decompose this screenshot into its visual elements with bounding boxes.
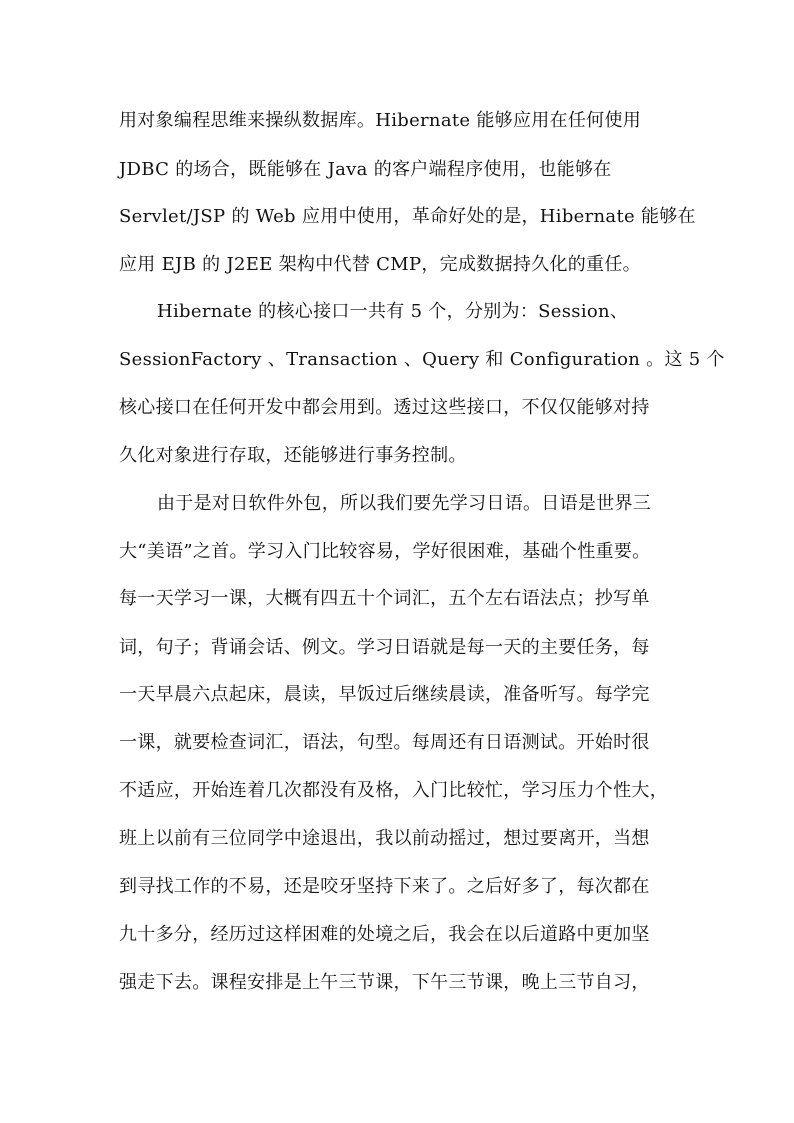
text-line: SessionFactory 、Transaction 、Query 和 Configuration 。这 5 个 xyxy=(119,349,725,370)
text-line: Servlet/JSP 的 Web 应用中使用，革命好处的是，Hibernate 能够在 xyxy=(119,206,696,227)
text-line: 强走下去。课程安排是上午三节课，下午三节课，晚上三节自习， xyxy=(119,972,650,993)
text-line: 由于是对日软件外包，所以我们要先学习日语。日语是世界三 xyxy=(157,493,652,514)
text-line: JDBC 的场合，既能够在 Java 的客户端程序使用，也能够在 xyxy=(119,159,612,180)
text-line: 一天早晨六点起床，晨读，早饭过后继续晨读，准备听写。每学完 xyxy=(119,684,650,705)
text-line: 用对象编程思维来操纵数据库。Hibernate 能够应用在任何使用 xyxy=(119,110,642,131)
text-line: 九十多分，经历过这样困难的处境之后，我会在以后道路中更加坚 xyxy=(119,924,650,945)
text-line: 班上以前有三位同学中途退出，我以前动摇过，想过要离开，当想 xyxy=(119,828,650,849)
text-line: 不适应，开始连着几次都没有及格，入门比较忙，学习压力个性大， xyxy=(119,780,668,801)
text-line: 每一天学习一课，大概有四五十个词汇，五个左右语法点；抄写单 xyxy=(119,588,650,609)
text-line: 核心接口在任何开发中都会用到。透过这些接口，不仅仅能够对持 xyxy=(119,397,650,418)
text-line: 词，句子；背诵会话、例文。学习日语就是每一天的主要任务，每 xyxy=(119,637,650,658)
text-line: 大“美语”之首。学习入门比较容易，学好很困难，基础个性重要。 xyxy=(119,541,651,562)
text-line: 一课，就要检查词汇，语法，句型。每周还有日语测试。开始时很 xyxy=(119,732,650,753)
text-line: Hibernate 的核心接口一共有 5 个，分别为：Session、 xyxy=(157,301,629,322)
text-line: 久化对象进行存取，还能够进行事务控制。 xyxy=(119,445,467,466)
text-line: 应用 EJB 的 J2EE 架构中代替 CMP，完成数据持久化的重任。 xyxy=(119,254,641,275)
text-line: 到寻找工作的不易，还是咬牙坚持下来了。之后好多了，每次都在 xyxy=(119,876,650,897)
